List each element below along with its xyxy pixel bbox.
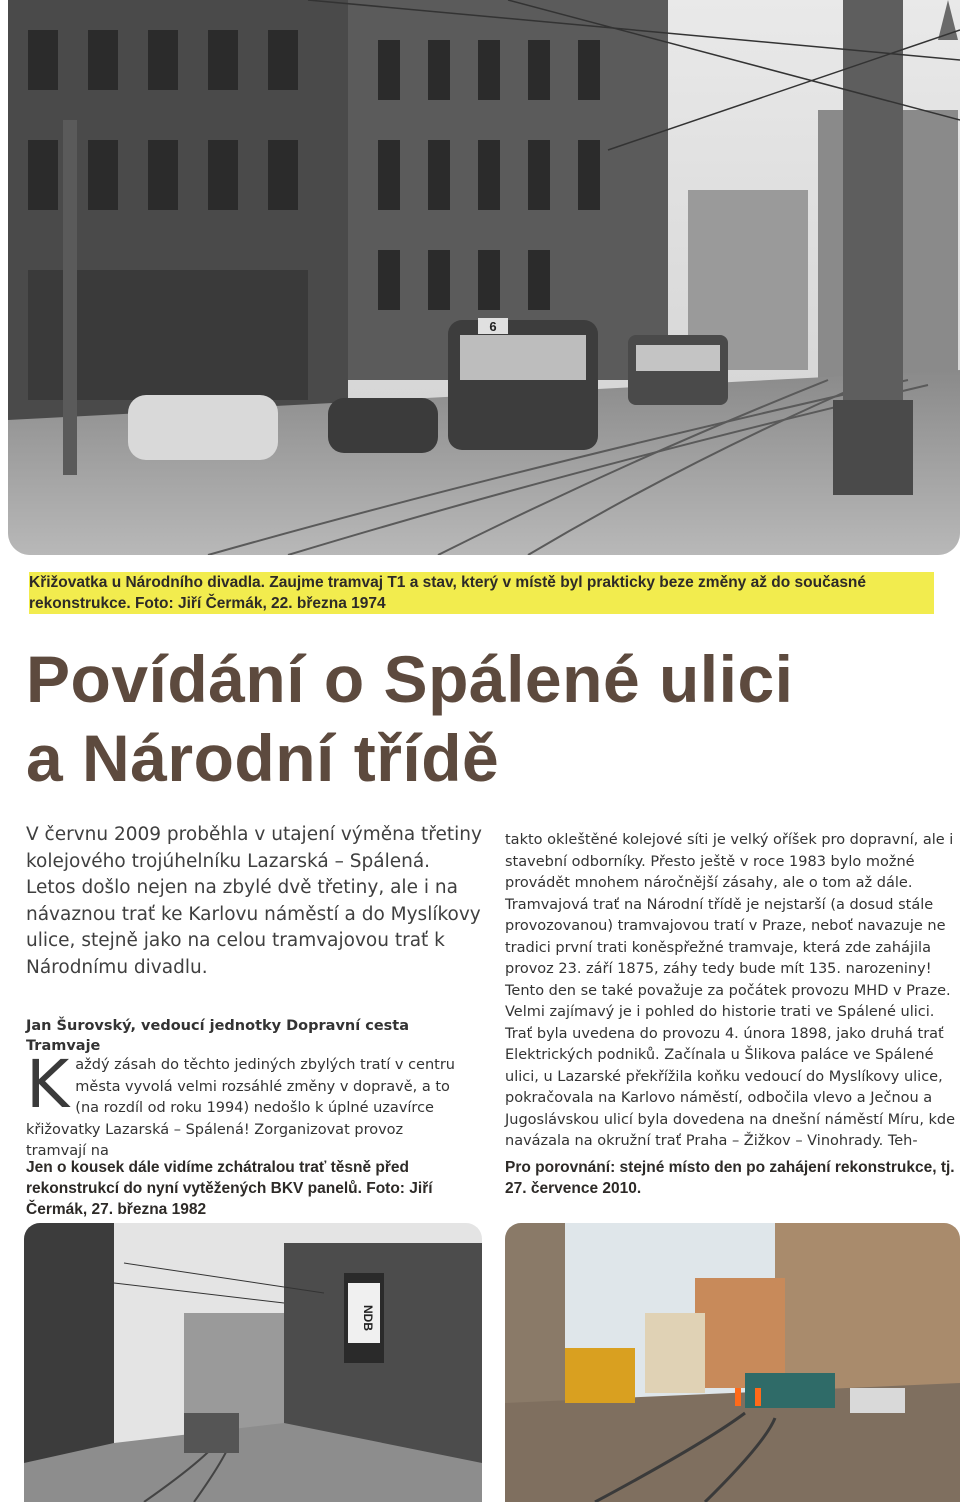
photo-street-1982 <box>24 1223 482 1502</box>
photo-tram-narodni-divadlo-1974 <box>8 0 960 555</box>
ndb-sign: NDB <box>361 1305 375 1331</box>
photo-caption-bottom-right: Pro porovnání: stejné místo den po zahájení rekonstrukce, tj. 27. července 2010. <box>505 1159 955 1197</box>
tram-route-number: 6 <box>489 319 497 334</box>
photo-illustration <box>8 0 960 555</box>
body-column-left <box>26 1046 456 1163</box>
photo-caption-bottom-left: Jen o kousek dále vidíme zchátralou trať těsně před rekonstrukcí do nyní vytěžených BKV panelů. Foto: Jiří Čermák, 27. března 1982 <box>26 1159 433 1218</box>
photo-illustration <box>505 1223 960 1502</box>
photo-illustration <box>24 1223 482 1502</box>
body-text-left: aždý zásah do těchto jediných zbylých tratí v centru města vyvolá velmi rozsáhlé změny v dopravě, a to (na rozdíl od roku 1994) nedošlo k úplné uzavírce křižovatky Lazarská – Spálená! Zorganizovat provoz tramvají na <box>26 1057 455 1159</box>
photo-caption-top: Křižovatka u Národního divadla. Zaujme tramvaj T1 a stav, který v místě byl prakticky beze změny až do současné rekonstrukce. Foto: Jiří Čermák, 22. března 1974 <box>29 572 934 614</box>
article-headline <box>26 640 946 798</box>
body-text-right: takto okleštěné kolejové síti je velký oříšek pro dopravní, ale i stavební odborníky. Přesto ještě v roce 1983 bylo možné provádět mnohem náročnější zásahy, ale o tom až dále. Tramvajová trať na Národní třídě je nejstarší (a dosud stále provozovanou) tramvajovou tratí v Praze, neboť navazuje ne tradici první trati koněspřežné tramvaje, která zde zahájila provoz 23. září 1875, záhy tedy bude mít 135. narozeniny! Tento den se také považuje za počátek provozu MHD v Praze. Velmi zajímavý je i pohled do historie trati ve Spálené ulici. Trať byla uvedena do provozu 4. února 1898, jako druhá trať Elektrických podniků. Začínala u Šlikova paláce ve Spálené ulici, u Lazarské překřížila koňku vedoucí do Myslíkovy ulice, pokračovala na Karlovo náměstí, odbočila vlevo a Ječnou a Jugoslávskou ulicí byla dovedena na dnešní náměstí Míru, kde navázala na okružní trať Praha – Žižkov – Vinohrady. Teh- <box>505 832 956 1149</box>
body-column-right <box>505 830 960 1153</box>
headline-line-1: Povídání o Spálené ulici <box>26 642 794 716</box>
drop-cap: K <box>26 1046 70 1123</box>
article-author: Jan Šurovský, vedoucí jednotky Dopravní cesta Tramvaje <box>26 1018 410 1054</box>
photo-street-2010 <box>505 1223 960 1502</box>
article-lead: V červnu 2009 proběhla v utajení výměna třetiny kolejového trojúhelníku Lazarská – Spálená. Letos došlo nejen na zbylé dvě třetiny, ale i na návaznou trať ke Karlovu náměstí a do Myslíkovy ulice, stejně jako na celou tramvajovou trať k Národnímu divadlu. <box>26 824 482 978</box>
headline-line-2: a Národní třídě <box>26 721 500 795</box>
